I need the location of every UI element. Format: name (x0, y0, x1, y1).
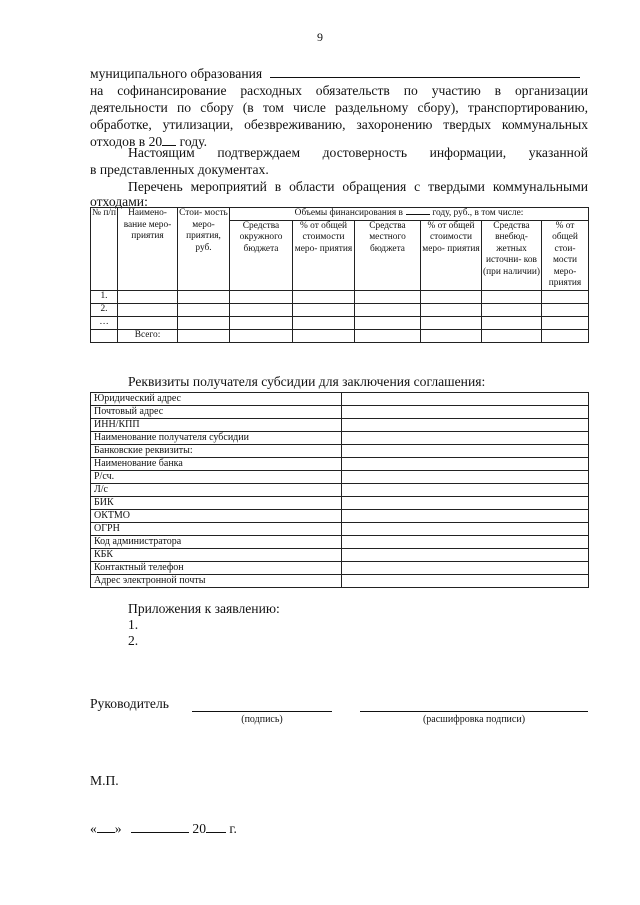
table-cell[interactable] (542, 329, 589, 342)
table-cell[interactable] (293, 329, 355, 342)
requisite-value[interactable] (342, 471, 589, 484)
intro-line-4: обработке, утилизации, обезвреживанию, захоронению твердых коммунальных (90, 117, 588, 132)
confirm-line-1: Настоящим подтверждаем достоверность информации, указанной (128, 145, 588, 160)
header-extra-budget: Средства внебюд- жетных источни- ков (при наличии) (482, 220, 542, 290)
header-name: Наимено- вание меро- приятия (118, 208, 178, 291)
date-suffix: г. (229, 821, 237, 836)
table-cell[interactable] (355, 290, 421, 303)
table-cell[interactable] (118, 290, 178, 303)
table-cell[interactable] (293, 303, 355, 316)
header-district-budget: Средства окружного бюджета (230, 220, 293, 290)
measures-list-line-2: отходами: (90, 194, 148, 209)
table-cell[interactable] (230, 329, 293, 342)
date-year-blank[interactable] (206, 832, 226, 833)
requisite-value[interactable] (342, 497, 589, 510)
requisite-value[interactable] (342, 432, 589, 445)
requisite-row (91, 471, 589, 484)
requisite-label: Контактный телефон (91, 562, 342, 575)
requisite-row (91, 497, 589, 510)
requisite-value[interactable] (342, 523, 589, 536)
table-cell[interactable] (178, 329, 230, 342)
year-suffix: году. (179, 134, 207, 149)
header-pct-2: % от общей стоимости меро- приятия (421, 220, 482, 290)
date-line (90, 820, 237, 837)
measures-list-line-1: Перечень мероприятий в области обращения с твердыми коммунальными (128, 179, 588, 194)
table-cell[interactable] (178, 303, 230, 316)
requisite-label: Почтовый адрес (91, 406, 342, 419)
requisite-label: ИНН/КПП (91, 419, 342, 432)
requisite-row (91, 484, 589, 497)
attachment-item: 1. (128, 617, 139, 632)
requisite-label: Наименование получателя субсидии (91, 432, 342, 445)
table-cell[interactable] (293, 316, 355, 329)
measures-table (90, 207, 589, 343)
table-cell[interactable] (482, 316, 542, 329)
table-cell[interactable] (421, 303, 482, 316)
requisite-label: КБК (91, 549, 342, 562)
table-cell[interactable] (421, 316, 482, 329)
date-year-prefix: 20 (192, 821, 206, 836)
requisite-row (91, 393, 589, 406)
requisite-value[interactable] (342, 419, 589, 432)
signature-decode-caption: (расшифровка подписи) (422, 714, 526, 725)
requisite-row (91, 562, 589, 575)
table-cell[interactable] (542, 303, 589, 316)
header-volumes (230, 208, 589, 221)
signature-line[interactable] (192, 711, 332, 712)
table-total-row (91, 329, 589, 342)
requisite-row (91, 536, 589, 549)
intro-line-2: на софинансирование расходных обязательств по участию в организации (90, 83, 588, 98)
municipality-blank[interactable] (270, 77, 580, 78)
requisite-value[interactable] (342, 445, 589, 458)
attachments-title: Приложения к заявлению: (128, 601, 280, 616)
requisites-table (90, 392, 589, 588)
requisite-value[interactable] (342, 549, 589, 562)
table-cell[interactable] (482, 329, 542, 342)
table-cell[interactable] (230, 290, 293, 303)
municipality-label: муниципального образования (90, 66, 263, 81)
requisite-label: Код администратора (91, 536, 342, 549)
table-cell[interactable] (118, 303, 178, 316)
table-row (91, 316, 589, 329)
header-num: № п/п (91, 208, 118, 291)
table-cell[interactable] (421, 329, 482, 342)
requisite-label: Наименование банка (91, 458, 342, 471)
date-open-quote: « (90, 821, 97, 836)
table-cell[interactable] (421, 290, 482, 303)
month-blank[interactable] (131, 832, 189, 833)
table-cell[interactable] (482, 290, 542, 303)
page-number: 9 (317, 30, 323, 44)
day-blank[interactable] (97, 832, 115, 833)
requisite-label: ОКТМО (91, 510, 342, 523)
requisite-row (91, 419, 589, 432)
requisite-value[interactable] (342, 536, 589, 549)
requisite-value[interactable] (342, 484, 589, 497)
row-num: … (91, 316, 118, 329)
requisite-label: Банковские реквизиты: (91, 445, 342, 458)
table-cell[interactable] (355, 303, 421, 316)
table-cell[interactable] (355, 329, 421, 342)
requisite-label: БИК (91, 497, 342, 510)
requisite-value[interactable] (342, 562, 589, 575)
table-cell (91, 329, 118, 342)
stamp-label: М.П. (90, 773, 119, 788)
header-local-budget: Средства местного бюджета (355, 220, 421, 290)
table-cell[interactable] (178, 290, 230, 303)
volumes-year-blank[interactable] (406, 214, 430, 215)
requisite-value[interactable] (342, 510, 589, 523)
signature-caption: (подпись) (241, 714, 283, 725)
header-volumes-post: году, руб., в том числе: (432, 208, 524, 218)
requisite-label: Юридический адрес (91, 393, 342, 406)
requisite-value[interactable] (342, 458, 589, 471)
requisites-title: Реквизиты получателя субсидии для заключения соглашения: (128, 374, 486, 389)
requisite-value[interactable] (342, 406, 589, 419)
table-cell[interactable] (293, 290, 355, 303)
requisite-row (91, 458, 589, 471)
requisite-label: ОГРН (91, 523, 342, 536)
table-cell[interactable] (542, 290, 589, 303)
total-label: Всего: (118, 329, 178, 342)
table-cell[interactable] (230, 316, 293, 329)
municipality-line (90, 65, 588, 82)
table-row (91, 303, 589, 316)
table-cell[interactable] (118, 316, 178, 329)
requisite-label: Адрес электронной почты (91, 575, 342, 588)
row-num: 1. (91, 290, 118, 303)
requisite-row (91, 432, 589, 445)
requisite-label: Р/сч. (91, 471, 342, 484)
table-cell[interactable] (178, 316, 230, 329)
requisite-value[interactable] (342, 575, 589, 588)
requisite-value[interactable] (342, 393, 589, 406)
row-num: 2. (91, 303, 118, 316)
header-cost: Стои- мость меро- приятия, руб. (178, 208, 230, 291)
requisite-row (91, 549, 589, 562)
requisite-row (91, 523, 589, 536)
requisite-row (91, 445, 589, 458)
requisite-row (91, 406, 589, 419)
date-close-quote: » (114, 821, 122, 836)
year-prefix: отходов в 20 (90, 134, 163, 149)
header-volumes-pre: Объемы финансирования в (294, 208, 403, 218)
requisite-label: Л/с (91, 484, 342, 497)
requisite-row (91, 575, 589, 588)
table-row (91, 290, 589, 303)
header-pct-3: % от общей стои- мости меро- приятия (542, 220, 589, 290)
table-cell[interactable] (542, 316, 589, 329)
attachment-item: 2. (128, 633, 139, 648)
requisite-row (91, 510, 589, 523)
table-cell[interactable] (355, 316, 421, 329)
head-label: Руководитель (90, 696, 169, 711)
header-pct-1: % от общей стоимости меро- приятия (293, 220, 355, 290)
confirm-line-2: в представленных документах. (90, 162, 269, 177)
table-cell[interactable] (230, 303, 293, 316)
table-cell[interactable] (482, 303, 542, 316)
intro-line-3: деятельности по сбору (в том числе раздельному сбору), транспортированию, (90, 100, 588, 115)
signature-decode-line[interactable] (360, 711, 588, 712)
